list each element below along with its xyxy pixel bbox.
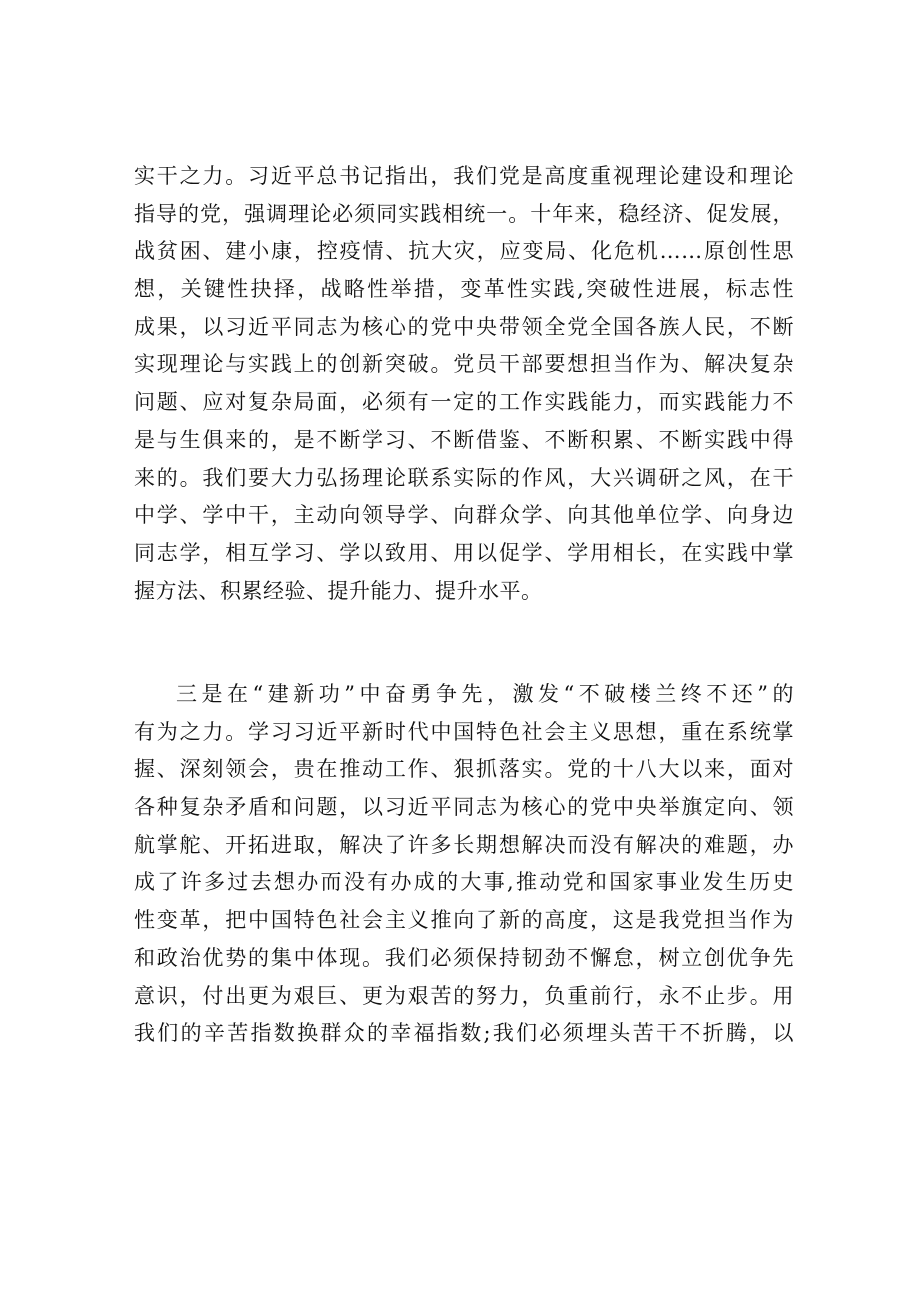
paragraph-heading-line: 三是在“建新功”中奋勇争先，激发“不破楼兰终不还”的 <box>176 682 794 706</box>
text-line: 各种复杂矛盾和问题，以习近平同志为核心的党中央举旗定向、领 <box>134 795 794 820</box>
text-line: 我们的辛苦指数换群众的幸福指数;我们必须埋头苦干不折腾，以 <box>134 1021 794 1046</box>
text-line: 问题、应对复杂局面，必须有一定的工作实践能力，而实践能力不 <box>134 390 794 415</box>
text-line: 航掌舵、开拓进取，解决了许多长期想解决而没有解决的难题，办 <box>134 832 794 857</box>
text-line: 战贫困、建小康，控疫情、抗大灾，应变局、化危机……原创性思 <box>134 239 794 264</box>
text-line: 同志学，相互学习、学以致用、用以促学、学用相长，在实践中掌 <box>134 540 794 565</box>
text-line: 握方法、积累经验、提升能力、提升水平。 <box>134 578 543 603</box>
text-line: 实干之力。习近平总书记指出，我们党是高度重视理论建设和理论 <box>134 164 794 188</box>
text-line: 想，关键性抉择，战略性举措，变革性实践,突破性进展，标志性 <box>134 277 794 302</box>
text-line: 有为之力。学习习近平新时代中国特色社会主义思想，重在系统掌 <box>134 719 794 744</box>
text-line: 成了许多过去想办而没有办成的大事,推动党和国家事业发生历史 <box>134 870 794 895</box>
text-line: 性变革，把中国特色社会主义推向了新的高度，这是我党担当作为 <box>134 908 794 933</box>
text-line: 成果，以习近平同志为核心的党中央带领全党全国各族人民，不断 <box>134 314 794 339</box>
text-line: 指导的党，强调理论必须同实践相统一。十年来，稳经济、促发展， <box>134 201 794 226</box>
text-line: 意识，付出更为艰巨、更为艰苦的努力，负重前行，永不止步。用 <box>134 983 794 1008</box>
text-line: 来的。我们要大力弘扬理论联系实际的作风，大兴调研之风，在干 <box>134 465 794 490</box>
text-line: 和政治优势的集中体现。我们必须保持韧劲不懈怠，树立创优争先 <box>134 945 794 970</box>
paragraph-new-achievements <box>134 676 794 1053</box>
text-line: 中学、学中干，主动向领导学、向群众学、向其他单位学、向身边 <box>134 503 794 528</box>
text-line: 实现理论与实践上的创新突破。党员干部要想担当作为、解决复杂 <box>134 352 794 377</box>
text-line: 是与生俱来的，是不断学习、不断借鉴、不断积累、不断实践中得 <box>134 427 794 452</box>
paragraph-practice-ability <box>134 158 794 610</box>
text-line: 握、深刻领会，贵在推动工作、狠抓落实。党的十八大以来，面对 <box>134 757 794 782</box>
